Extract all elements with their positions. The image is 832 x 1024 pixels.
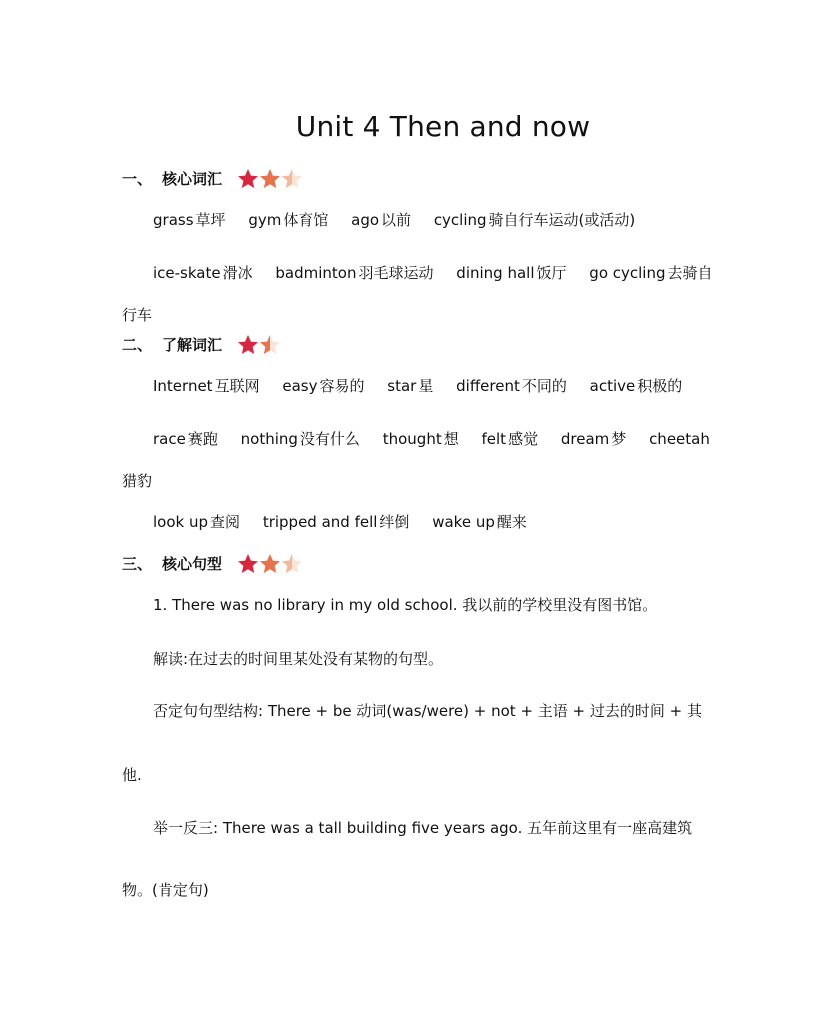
vocab-item: nothing 没有什么 bbox=[240, 430, 360, 448]
vocab-item: dining hall 饭厅 bbox=[456, 264, 567, 282]
section-title: 核心句型 bbox=[162, 555, 223, 573]
section-title: 核心词汇 bbox=[162, 170, 223, 188]
vocab-line bbox=[153, 262, 713, 283]
vocab-item: ice-skate 滑冰 bbox=[153, 264, 253, 282]
vocab-item: race 赛跑 bbox=[153, 430, 218, 448]
section-number: 一、 bbox=[122, 170, 153, 188]
star-icon bbox=[238, 169, 258, 188]
section-heading-understand-vocabulary bbox=[122, 334, 280, 355]
half-star-icon bbox=[282, 169, 302, 188]
star-rating bbox=[238, 554, 302, 573]
vocab-line bbox=[153, 375, 682, 396]
practice-sentence: 举一反三: There was a tall building five years ago. 五年前这里有一座高建筑 bbox=[153, 819, 693, 837]
vocab-item: gym 体育馆 bbox=[248, 211, 329, 229]
section-heading-core-vocabulary bbox=[122, 168, 302, 189]
example-sentence: 1. There was no library in my old school. 我以前的学校里没有图书馆。 bbox=[153, 596, 658, 614]
vocab-item: tripped and fell 绊倒 bbox=[262, 513, 410, 531]
vocab-item: ago 以前 bbox=[351, 211, 412, 229]
vocab-item: cycling 骑自行车运动(或活动) bbox=[433, 211, 636, 229]
vocab-item: cheetah bbox=[649, 430, 710, 448]
vocab-item: star 星 bbox=[387, 377, 434, 395]
wrapped-text: 物。(肯定句) bbox=[122, 881, 209, 899]
section-number: 三、 bbox=[122, 555, 153, 573]
vocab-item: easy 容易的 bbox=[282, 377, 365, 395]
star-rating bbox=[238, 169, 302, 188]
vocab-item: badminton 羽毛球运动 bbox=[275, 264, 434, 282]
wrapped-text: 猎豹 bbox=[122, 472, 153, 490]
half-star-icon bbox=[282, 554, 302, 573]
star-icon bbox=[260, 169, 280, 188]
star-icon bbox=[238, 554, 258, 573]
vocab-line bbox=[153, 209, 653, 230]
vocab-item: Internet 互联网 bbox=[153, 377, 260, 395]
vocab-item: felt 感觉 bbox=[481, 430, 539, 448]
structure-text: 否定句句型结构: There + be 动词(was/were) + not + 主语 + 过去的时间 + 其 bbox=[153, 702, 702, 720]
vocab-item: look up 查阅 bbox=[153, 513, 241, 531]
vocab-item: go cycling 去骑自 bbox=[589, 264, 713, 282]
half-star-icon bbox=[260, 335, 280, 354]
vocab-item: thought 想 bbox=[382, 430, 459, 448]
vocab-item: dream 梦 bbox=[560, 430, 627, 448]
star-icon bbox=[238, 335, 258, 354]
section-title: 了解词汇 bbox=[162, 336, 223, 354]
explanation-text: 解读:在过去的时间里某处没有某物的句型。 bbox=[153, 650, 444, 668]
wrapped-text: 行车 bbox=[122, 306, 153, 324]
star-icon bbox=[260, 554, 280, 573]
vocab-item: different 不同的 bbox=[456, 377, 567, 395]
vocab-item: active 积极的 bbox=[589, 377, 683, 395]
star-rating bbox=[238, 335, 280, 354]
vocab-item: grass 草坪 bbox=[153, 211, 226, 229]
vocab-line bbox=[153, 428, 712, 449]
wrapped-text: 他. bbox=[122, 766, 142, 784]
page-title: Unit 4 Then and now bbox=[295, 110, 591, 143]
vocab-line bbox=[153, 511, 527, 532]
section-heading-core-sentences bbox=[122, 553, 302, 574]
vocab-item: wake up 醒来 bbox=[432, 513, 527, 531]
section-number: 二、 bbox=[122, 336, 153, 354]
